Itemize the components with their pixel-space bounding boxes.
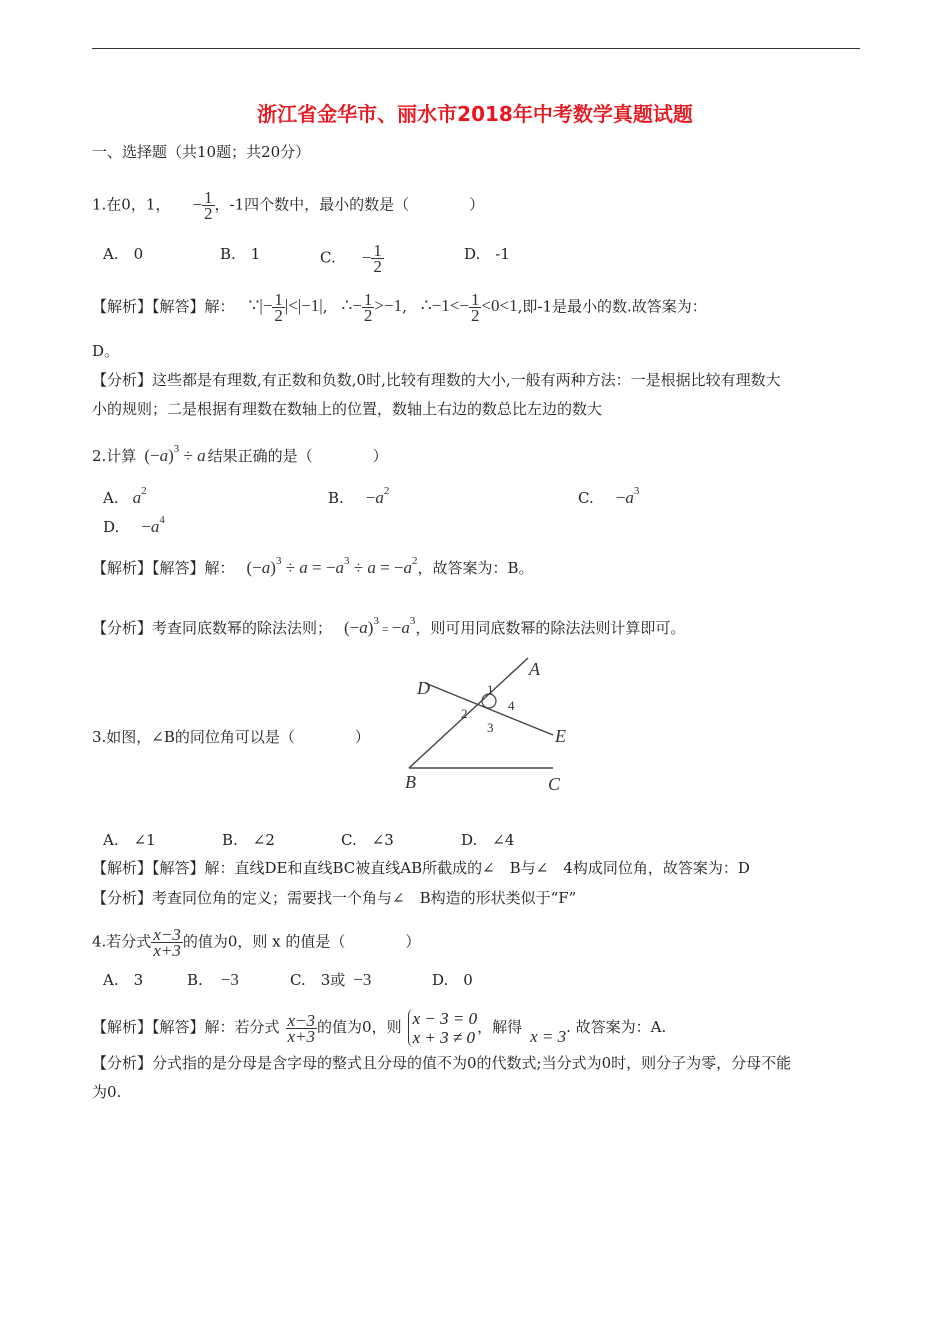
- q2-analysis: 【分析】考查同底数幂的除法法则； $(-a)^3 = -a^3$，则可用同底数幂的除法法则计算即可。: [92, 615, 686, 637]
- q3-option-b: B. ∠2: [222, 831, 275, 849]
- angle-label-3: 3: [487, 720, 494, 735]
- angle-label-1: 1: [487, 682, 494, 697]
- label-c: C: [548, 774, 561, 794]
- header-rule: [92, 48, 860, 49]
- q1-stem: 1.在0，1， − $\frac{1}{2}$ ，-1四个数中，最小的数是（ ）: [92, 188, 485, 223]
- q3-option-a: A. ∠1: [103, 831, 156, 849]
- angle-label-2: 2: [461, 706, 468, 721]
- q3-analysis: 【分析】考查同位角的定义；需要找一个角与∠ B构造的形状类似于“F”: [92, 889, 577, 907]
- line-ab: [409, 658, 528, 768]
- q4-option-c: C. 3或 −3: [290, 970, 372, 989]
- q4-fraction: $\frac{x-3}{x+3}$: [153, 925, 181, 960]
- q1-stem-a: 1.在0，1，: [92, 195, 171, 214]
- angle-label-4: 4: [508, 698, 515, 713]
- q4-solution-fraction: $\frac{x-3}{x+3}$: [287, 1010, 316, 1046]
- section-heading: 一、选择题（共10题；共20分）: [92, 143, 311, 161]
- q1-solution: 【解析】【解答】解： ∵|− $\frac{1}{2}$ |<|−1|, ∴− $\frac{1}{2}$ >−1, ∴−1<− $\frac{1}{2}$ <0<1,即-1是最小的数.故答案为：: [92, 290, 707, 325]
- q4-analysis-2: 为0.: [92, 1083, 122, 1101]
- q2-expression: $(-a)^3 \div a$: [144, 443, 206, 465]
- q2-solution-math: $(-a)^3 \div a = -a^3 \div a = -a^2$: [246, 555, 418, 577]
- q3-stem: 3.如图，∠B的同位角可以是（ ）: [92, 728, 370, 746]
- q4-analysis: 【分析】分式指的是分母是含字母的整式且分母的值不为0的代数式;当分式为0时，则分子为零，分母不能: [92, 1054, 792, 1072]
- q4-solution: 【解析】【解答】解：若分式 $\frac{x-3}{x+3}$ 的值为0，则 x − 3 = 0 x + 3 ≠ 0 ，解得 x = 3. 故答案为：A.: [92, 1009, 667, 1047]
- page-title: 浙江省金华市、丽水市2018年中考数学真题试题: [257, 102, 693, 126]
- q1-solution-math-1: ∵|− $\frac{1}{2}$ |<|−1|: [248, 290, 323, 325]
- q2-analysis-math: $(-a)^3 = -a^3$: [344, 615, 416, 637]
- label-b: B: [405, 772, 416, 792]
- q4-option-d: D. 0: [432, 971, 473, 989]
- q2-option-b: B. $-a^2$: [328, 485, 390, 507]
- label-e: E: [555, 726, 566, 746]
- q1-solution-math-2: ∴− $\frac{1}{2}$ >−1: [341, 290, 403, 325]
- q1-option-c: C. − $\frac{1}{2}$: [320, 241, 382, 276]
- q3-solution: 【解析】【解答】解：直线DE和直线BC被直线AB所截成的∠ B与∠ 4构成同位角，故答案为：D: [92, 859, 750, 877]
- q2-option-d: D. $-a^4$: [103, 514, 165, 536]
- q2-option-c: C. $-a^3$: [578, 485, 640, 507]
- q1-solution-label: 【解析】【解答】解：: [92, 297, 235, 316]
- q1-option-b: B. 1: [220, 245, 261, 263]
- q4-option-a: A. 3: [103, 971, 144, 989]
- q1-option-d: D. -1: [464, 245, 510, 263]
- q3-option-d: D. ∠4: [461, 831, 515, 849]
- q1-solution-tail: ,即-1是最小的数.故答案为：: [517, 297, 707, 316]
- q3-option-c: C. ∠3: [341, 831, 394, 849]
- q1-analysis: 【分析】这些都是有理数,有正数和负数,0时,比较有理数的大小,一般有两种方法：一是根据比较有理数大: [92, 371, 781, 389]
- q1-option-c-fraction: $\frac{1}{2}$: [373, 241, 382, 276]
- label-a: A: [529, 659, 540, 679]
- q4-solution-value: x = 3: [530, 1027, 567, 1046]
- q2-solution: 【解析】【解答】解： $(-a)^3 \div a = -a^3 \div a = -a^2$，故答案为：B。: [92, 555, 534, 577]
- q1-stem-b: ，-1四个数中，最小的数是（ ）: [214, 195, 485, 214]
- q2-stem: 2.计算 $(-a)^3 \div a$ 结果正确的是（ ）: [92, 443, 388, 465]
- q1-answer: D。: [92, 342, 120, 360]
- q1-solution-math-3: ∴−1<− $\frac{1}{2}$ <0<1: [420, 290, 518, 325]
- q1-fraction: $\frac{1}{2}$: [204, 188, 213, 223]
- q1-option-a: A. 0: [103, 245, 144, 263]
- q4-stem: 4.若分式 $\frac{x-3}{x+3}$ 的值为0，则 x 的值是（ ）: [92, 925, 421, 960]
- q4-equation-system: x − 3 = 0 x + 3 ≠ 0: [408, 1009, 478, 1047]
- q4-option-b: B. −3: [187, 970, 239, 989]
- q2-option-a: A. $a^2$: [103, 485, 147, 507]
- q1-analysis-2: 小的规则；二是根据有理数在数轴上的位置，数轴上右边的数总比左边的数大: [92, 400, 603, 418]
- label-d: D: [417, 678, 430, 698]
- q3-figure: [395, 650, 585, 800]
